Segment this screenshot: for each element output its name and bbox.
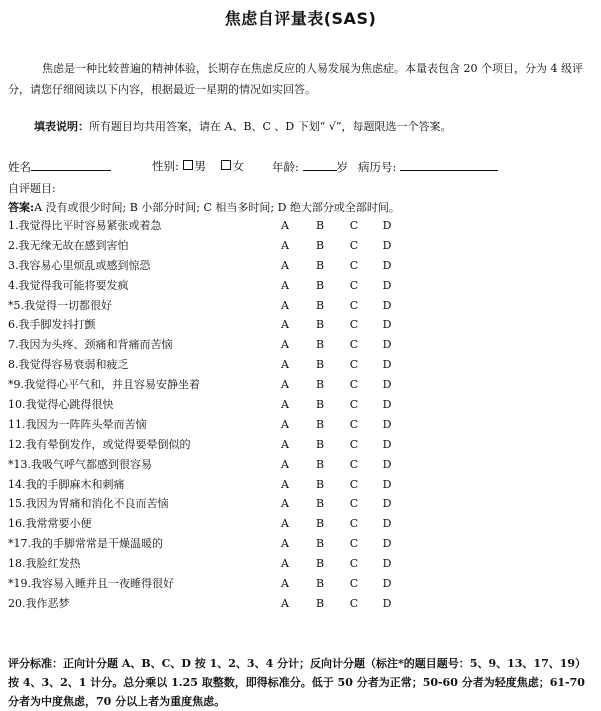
- question-text: *19.我容易入睡并且一夜睡得很好: [8, 577, 174, 591]
- answer-option-a[interactable]: A: [281, 596, 289, 610]
- question-row: [0, 355, 601, 375]
- question-text: 8.我觉得容易衰弱和疲乏: [8, 358, 129, 372]
- answer-option-b[interactable]: B: [315, 577, 325, 591]
- answer-option-c[interactable]: C: [349, 577, 359, 591]
- answer-option-a[interactable]: A: [281, 258, 289, 272]
- answer-option-b[interactable]: B: [315, 278, 325, 292]
- answer-option-d[interactable]: D: [382, 537, 392, 551]
- question-text: 4.我觉得我可能将要发疯: [8, 278, 129, 292]
- answer-option-d[interactable]: D: [382, 596, 392, 610]
- question-text: 15.我因为胃痛和消化不良而苦恼: [8, 497, 169, 511]
- answer-option-b[interactable]: B: [315, 537, 325, 551]
- answer-option-b[interactable]: B: [315, 298, 325, 312]
- male-checkbox[interactable]: [183, 160, 193, 170]
- answer-option-b[interactable]: B: [315, 497, 325, 511]
- question-text: 7.我因为头疼、颈痛和背痛而苦恼: [8, 338, 173, 352]
- answer-option-d[interactable]: D: [382, 577, 392, 591]
- answer-option-c[interactable]: C: [349, 358, 359, 372]
- answer-option-c[interactable]: C: [349, 537, 359, 551]
- answer-option-c[interactable]: C: [349, 378, 359, 392]
- answer-option-c[interactable]: C: [349, 398, 359, 412]
- answer-option-a[interactable]: A: [281, 537, 289, 551]
- answer-option-b[interactable]: B: [315, 417, 325, 431]
- question-row: [0, 296, 601, 316]
- answer-option-c[interactable]: C: [349, 298, 359, 312]
- answer-option-b[interactable]: B: [315, 557, 325, 571]
- question-list: [0, 216, 601, 614]
- answer-option-b[interactable]: B: [315, 219, 325, 232]
- question-row: [0, 216, 601, 236]
- answer-key: [8, 199, 400, 215]
- question-text: 14.我的手脚麻木和刺痛: [8, 477, 125, 491]
- question-text: 6.我手脚发抖打颤: [8, 318, 96, 332]
- answer-option-a[interactable]: A: [281, 477, 289, 491]
- question-text: 3.我容易心里烦乱或感到惊恐: [8, 258, 151, 272]
- question-row: [0, 335, 601, 355]
- answer-option-c[interactable]: C: [349, 557, 359, 571]
- question-text: 16.我常常要小便: [8, 517, 92, 531]
- answer-option-c[interactable]: C: [349, 318, 359, 332]
- gender-field: [152, 158, 244, 174]
- answer-option-a[interactable]: A: [281, 497, 289, 511]
- answer-option-c[interactable]: C: [349, 497, 359, 511]
- female-label: 女: [232, 159, 245, 173]
- fill-instructions-text: 所有题目均共用答案，请在 A、B、C 、D 下划“ √”，每题限选一个答案。: [89, 120, 452, 133]
- question-text: *9.我觉得心平气和，并且容易安静坐着: [8, 378, 200, 392]
- age-unit: 岁: [336, 160, 349, 174]
- answer-option-b[interactable]: B: [315, 398, 325, 412]
- answer-option-b[interactable]: B: [315, 437, 325, 451]
- answer-option-d[interactable]: D: [382, 278, 392, 292]
- question-row: [0, 276, 601, 296]
- female-checkbox[interactable]: [221, 160, 231, 170]
- question-row: [0, 455, 601, 475]
- question-text: *13.我吸气呼气都感到很容易: [8, 457, 152, 471]
- name-field[interactable]: [8, 158, 111, 175]
- answer-option-b[interactable]: B: [315, 596, 325, 610]
- answer-option-d[interactable]: D: [382, 238, 392, 252]
- answer-option-d[interactable]: D: [382, 398, 392, 412]
- fill-instructions-label: 填表说明：: [34, 120, 89, 133]
- intro-paragraph: 焦虑是一种比较普遍的精神体验，长期存在焦虑反应的人易发展为焦虑症。本量表包含 20 个项目，分为 4 级评分，请您仔细阅读以下内容，根据最近一星期的情况如实回答。: [8, 62, 583, 96]
- answer-option-d[interactable]: D: [382, 219, 392, 232]
- answer-option-d[interactable]: D: [382, 298, 392, 312]
- answer-option-a[interactable]: A: [281, 298, 289, 312]
- answer-option-a[interactable]: A: [281, 398, 289, 412]
- answer-option-d[interactable]: D: [382, 477, 392, 491]
- answer-option-c[interactable]: C: [349, 278, 359, 292]
- answer-option-a[interactable]: A: [281, 378, 289, 392]
- record-number-label: 病历号:: [358, 160, 397, 174]
- record-number-blank[interactable]: [400, 158, 498, 171]
- answer-option-a[interactable]: A: [281, 557, 289, 571]
- answer-option-a[interactable]: A: [281, 577, 289, 591]
- page-title: 焦虑自评量表(SAS): [224, 9, 377, 28]
- question-row: [0, 494, 601, 514]
- question-text: 1.我觉得比平时容易紧张或着急: [8, 219, 162, 232]
- question-text: 20.我作恶梦: [8, 596, 70, 610]
- question-row: [0, 236, 601, 256]
- male-label: 男: [194, 159, 207, 173]
- question-text: 18.我脸红发热: [8, 557, 81, 571]
- age-blank[interactable]: [303, 158, 337, 171]
- answer-option-b[interactable]: B: [315, 318, 325, 332]
- answer-option-d[interactable]: D: [382, 497, 392, 511]
- question-row: [0, 574, 601, 594]
- answer-option-a[interactable]: A: [281, 318, 289, 332]
- question-text: 12.我有晕倒发作，或觉得要晕倒似的: [8, 437, 191, 451]
- answer-option-b[interactable]: B: [315, 457, 325, 471]
- question-text: 11.我因为一阵阵头晕而苦恼: [8, 417, 147, 431]
- answer-option-c[interactable]: C: [349, 338, 359, 352]
- question-row: [0, 514, 601, 534]
- answer-option-a[interactable]: A: [281, 278, 289, 292]
- question-row: [0, 375, 601, 395]
- answer-option-d[interactable]: D: [382, 437, 392, 451]
- question-text: 10.我觉得心跳得很快: [8, 398, 114, 412]
- answer-key-label: 答案:: [8, 201, 35, 214]
- question-row: [0, 475, 601, 495]
- question-row: [0, 315, 601, 335]
- answer-option-d[interactable]: D: [382, 318, 392, 332]
- answer-option-c[interactable]: C: [349, 219, 359, 232]
- name-blank[interactable]: [31, 158, 111, 171]
- answer-option-b[interactable]: B: [315, 378, 325, 392]
- answer-option-d[interactable]: D: [382, 557, 392, 571]
- answer-option-a[interactable]: A: [281, 219, 289, 232]
- answer-option-d[interactable]: D: [382, 358, 392, 372]
- answer-option-a[interactable]: A: [281, 338, 289, 352]
- answer-option-c[interactable]: C: [349, 258, 359, 272]
- name-label: 姓名: [8, 160, 31, 174]
- answer-option-a[interactable]: A: [281, 437, 289, 451]
- answer-option-c[interactable]: C: [349, 437, 359, 451]
- answer-option-a[interactable]: A: [281, 457, 289, 471]
- answer-option-d[interactable]: D: [382, 517, 392, 531]
- gender-label: 性别:: [152, 159, 179, 173]
- answer-option-c[interactable]: C: [349, 477, 359, 491]
- answer-option-b[interactable]: B: [315, 258, 325, 272]
- answer-option-b[interactable]: B: [315, 477, 325, 491]
- answer-option-c[interactable]: C: [349, 238, 359, 252]
- question-row: [0, 395, 601, 415]
- answer-option-b[interactable]: B: [315, 238, 325, 252]
- question-row: [0, 435, 601, 455]
- answer-option-d[interactable]: D: [382, 378, 392, 392]
- answer-key-text: A 没有或很少时间; B 小部分时间; C 相当多时间; D 绝大部分或全部时间。: [34, 201, 400, 214]
- answer-option-d[interactable]: D: [382, 258, 392, 272]
- answer-option-a[interactable]: A: [281, 238, 289, 252]
- answer-option-c[interactable]: C: [349, 457, 359, 471]
- answer-option-a[interactable]: A: [281, 358, 289, 372]
- question-row: [0, 534, 601, 554]
- answer-option-b[interactable]: B: [315, 517, 325, 531]
- fill-instructions: [34, 118, 452, 134]
- answer-option-d[interactable]: D: [382, 417, 392, 431]
- question-text: *5.我觉得一切都很好: [8, 298, 112, 312]
- record-number-field[interactable]: [358, 158, 498, 175]
- answer-option-c[interactable]: C: [349, 596, 359, 610]
- age-field[interactable]: [272, 158, 348, 175]
- scoring-criteria: 评分标准：正向计分题 A、B、C、D 按 1、2、3、4 分计；反向计分题（标注*的题目题号：5、9、13、17、19）按 4、3、2、1 计分。总分乘以 1.25 取整数，即得标准分。低于 50 分者为正常；50-60 分者为轻度焦虑；61-70 分者为中度焦虑，70 分以上者为重度焦虑。: [8, 657, 587, 708]
- question-row: [0, 594, 601, 614]
- section-heading: 自评题目:: [8, 182, 56, 195]
- answer-option-d[interactable]: D: [382, 457, 392, 471]
- question-row: [0, 256, 601, 276]
- age-label: 年龄:: [272, 160, 299, 174]
- answer-option-a[interactable]: A: [281, 417, 289, 431]
- answer-option-a[interactable]: A: [281, 517, 289, 531]
- question-row: [0, 415, 601, 435]
- answer-option-b[interactable]: B: [315, 338, 325, 352]
- answer-option-d[interactable]: D: [382, 338, 392, 352]
- answer-option-c[interactable]: C: [349, 417, 359, 431]
- answer-option-b[interactable]: B: [315, 358, 325, 372]
- question-text: *17.我的手脚常常是干燥温暖的: [8, 537, 163, 551]
- question-text: 2.我无缘无故在感到害怕: [8, 238, 129, 252]
- answer-option-c[interactable]: C: [349, 517, 359, 531]
- question-row: [0, 554, 601, 574]
